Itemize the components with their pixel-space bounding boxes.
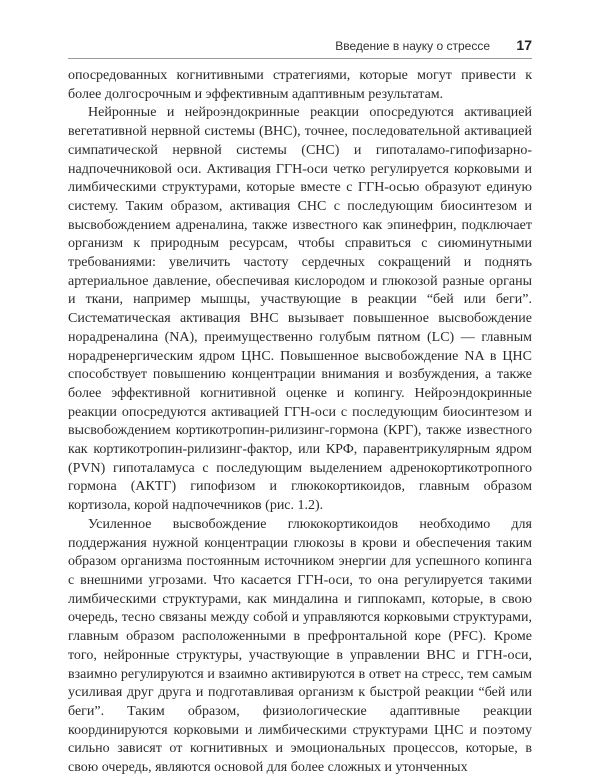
page-number: 17 — [516, 37, 532, 53]
paragraph-continuation: опосредованных когнитивными стратегиями, которые могут привести к более долгосрочным и эффективным адаптивным результатам. — [68, 68, 532, 102]
running-title: Введение в науку о стрессе — [335, 39, 490, 53]
header-rule — [68, 58, 532, 59]
paragraph-glucocorticoids: Усиленное высвобождение глюкокортикоидов необходимо для поддержания нужной концентрации глюкозы в крови и обеспечения таким образом организма постоянным источником энергии для успешного копинга с внешними угрозами. Что касается ГГН-оси, то она регулируется такими лимбическими структурами, как миндалина и гиппокамп, которые, в свою очередь, тесно связаны между собой и управляются корковыми структурами, главным образом расположенными в префронтальной коре (PFC). Кроме того, нейронные структуры, участвующие в управлении ВНС и ГГН-оси, взаимно регулируются и взаимно активируются в ответ на стресс, тем самым усиливая друг друга и подготавливая организм к быстрой реакции “бей или беги”. Таким образом, физиологические адаптивные реакции координируются корковыми и лимбическими структурами ЦНС и поэтому сильно зависят от когнитивных и эмоциональных процессов, которые, в свою очередь, являются основой для более сложных и утонченных — [68, 516, 532, 776]
page-header — [68, 34, 532, 56]
paragraph-neural-responses: Нейронные и нейроэндокринные реакции опосредуются активацией вегетативной нервной системы (ВНС), точнее, последовательной активацией симпатической нервной системы (СНС) и гипоталамо-гипофизарно-надпочечниковой оси. Активация ГГН-оси четко регулируется корковыми и лимбическими структурами, которые вместе с ГГН-осью образуют единую систему. Таким образом, активация СНС с последующим биосинтезом и высвобождением адреналина, также известного как эпинефрин, подключает организм к природным ресурсам, чтобы справиться с сиюминутными требованиями: увеличить частоту сердечных сокращений и поднять артериальное давление, обеспечивая кислородом и глюкозой разные органы и ткани, например мышцы, участвующие в реакции “бей или беги”. Систематическая активация ВНС вызывает повышенное высвобождение норадреналина (NA), преимущественно голубым пятном (LC) — главным норадренергическим ядром ЦНС. Повышенное высвобождение NA в ЦНС способствует повышению концентрации внимания и возбуждения, а также более эффективной когнитивной оценке и копингу. Нейроэндокринные реакции опосредуются активацией ГГН-оси с последующим биосинтезом и высвобождением кортикотропин-рилизинг-гормона (КРГ), также известного как кортикотропин-рилизинг-фактор, или КРФ, паравентрикулярным ядром (PVN) гипоталамуса с последующим выделением адренокортикотропного гормона (АКТГ) гипофизом и глюкокортикоидов, главным образом кортизола, корой надпочечников (рис. 1.2). — [68, 105, 532, 514]
body-text — [68, 67, 532, 778]
